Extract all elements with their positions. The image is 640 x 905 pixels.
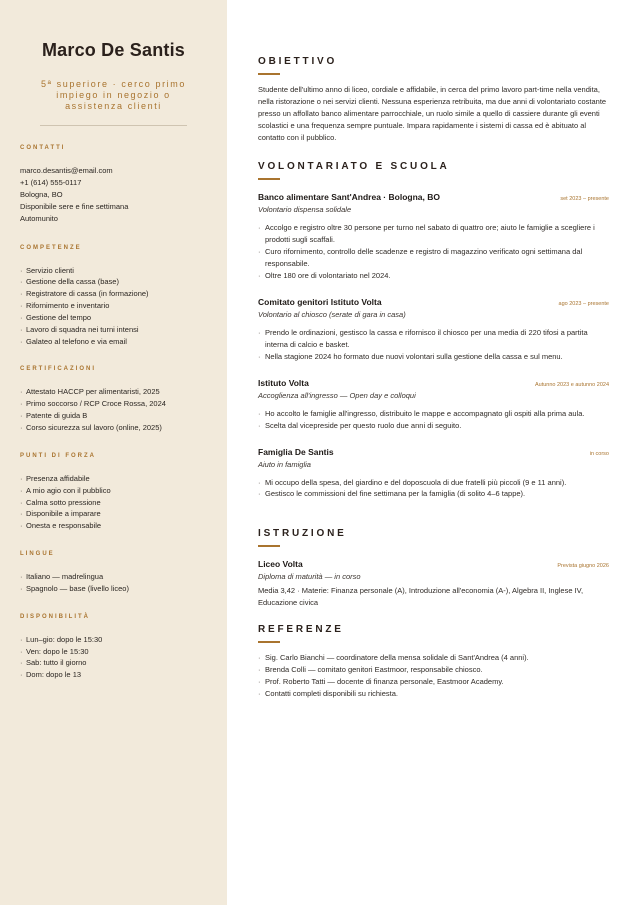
heading-accent-bar xyxy=(258,641,280,643)
certifications-heading: CERTIFICAZIONI xyxy=(20,366,96,373)
list-item: · Italiano — madrelingua xyxy=(20,571,207,583)
volunteer-heading: VOLONTARIATO E SCUOLA xyxy=(258,161,450,173)
objective-text: Studente dell'ultimo anno di liceo, cordiale e affidabile, in cerca del primo lavoro part-time nella vendita, nella ristorazione o nei servizi clienti. Nessuna esperienza retribuita, ma due anni di volontariato costante presso un affollato banco alimentare parrocchiale, un ruolo simile a quello di cassiere durante gli eventi scolastici e una frequenza sempre puntuale. Impara rapidamente i sistemi di cassa ed è abituato al contatto con il pubblico. xyxy=(258,85,607,143)
entry-date: set 2023 – presente xyxy=(560,196,609,203)
list-item: · Contatti completi disponibili su richiesta. xyxy=(258,688,609,700)
list-item: · Disponibile a imparare xyxy=(20,508,207,520)
contact-email: marco.desantis@email.com xyxy=(20,166,113,175)
strengths-list xyxy=(20,473,207,532)
list-item: · Gestione del tempo xyxy=(20,312,207,324)
list-item: · Oltre 180 ore di volontariato nel 2024. xyxy=(258,270,609,282)
contact-phone: +1 (614) 555-0117 xyxy=(20,177,82,187)
skills-heading: COMPETENZE xyxy=(20,244,82,251)
education-details: Media 3,42 · Materie: Finanza personale (A), Introduzione all'economia (A-), Algebra II, Inglese IV, Educazione civica xyxy=(258,586,584,608)
list-item: · A mio agio con il pubblico xyxy=(20,485,207,497)
heading-accent-bar xyxy=(258,545,280,547)
languages-heading: LINGUE xyxy=(20,551,55,558)
education-heading: ISTRUZIONE xyxy=(258,528,347,540)
references-list xyxy=(258,652,609,700)
list-item: · Brenda Colli — comitato genitori Eastmoor, responsabile chiosco. xyxy=(258,664,609,676)
list-item: · Spagnolo — base (livello liceo) xyxy=(20,583,207,595)
list-item: · Presenza affidabile xyxy=(20,473,207,485)
entry-bullets xyxy=(258,222,609,282)
entry-bullets xyxy=(258,408,609,432)
heading-accent-bar xyxy=(258,73,280,75)
list-item: · Nella stagione 2024 ho formato due nuovi volontari sulla gestione della cassa e sul menu. xyxy=(258,351,609,363)
entry-title: Famiglia De Santis xyxy=(258,446,334,457)
list-item: · Dom: dopo le 13 xyxy=(20,669,207,681)
volunteer-entry xyxy=(258,297,609,363)
skills-section xyxy=(20,245,207,348)
contact-availability: Disponibile sere e fine settimana xyxy=(20,201,129,211)
list-item: · Calma sotto pressione xyxy=(20,497,207,509)
contact-car: Automunito xyxy=(20,213,58,223)
entry-role: Volontario al chiosco (serate di gara in casa) xyxy=(258,310,406,319)
main-content xyxy=(227,0,640,905)
list-item: · Sig. Carlo Bianchi — coordinatore della mensa solidale di Sant'Andrea (4 anni). xyxy=(258,652,609,664)
entry-date: in corso xyxy=(589,450,609,457)
volunteer-entry xyxy=(258,447,609,501)
entry-title: Liceo Volta xyxy=(258,559,303,570)
strengths-heading: PUNTI DI FORZA xyxy=(20,452,96,459)
education-section xyxy=(258,528,609,609)
certifications-section xyxy=(20,366,207,433)
volunteer-entry xyxy=(258,378,609,432)
entry-role: Accoglienza all'ingresso — Open day e colloqui xyxy=(258,390,416,400)
languages-list xyxy=(20,571,207,595)
list-item: · Accolgo e registro oltre 30 persone per turno nel sabato di quattro ore; aiuto le famiglie a scegliere i prodotti sugli scaffali. xyxy=(258,222,609,246)
objective-section xyxy=(258,56,609,144)
list-item: · Onesta e responsabile xyxy=(20,520,207,532)
list-item: · Gestione della cassa (base) xyxy=(20,276,207,288)
entry-bullets xyxy=(258,477,609,501)
entry-title: Comitato genitori Istituto Volta xyxy=(258,297,382,307)
education-entry xyxy=(258,559,609,609)
references-heading: REFERENZE xyxy=(258,624,344,636)
list-item: · Ho accolto le famiglie all'ingresso, distribuito le mappe e accompagnato gli ospiti alla prima aula. xyxy=(258,408,609,420)
list-item: · Attestato HACCP per alimentaristi, 2025 xyxy=(20,386,207,398)
list-item: · Registratore di cassa (in formazione) xyxy=(20,288,207,300)
availability-list xyxy=(20,634,207,681)
list-item: · Patente di guida B xyxy=(20,410,207,422)
certifications-list xyxy=(20,386,207,433)
availability-section xyxy=(20,614,207,681)
volunteer-entry xyxy=(258,192,609,282)
list-item: · Servizio clienti xyxy=(20,265,207,277)
objective-heading: OBIETTIVO xyxy=(258,56,338,67)
entry-role: Aiuto in famiglia xyxy=(258,459,311,469)
list-item: · Scelta dal vicepreside per questo ruolo due anni di seguito. xyxy=(258,420,609,432)
sidebar-divider xyxy=(40,125,187,126)
list-item: · Gestisco le commissioni del fine settimana per la famiglia (di solito 4–6 tappe). xyxy=(258,488,609,500)
list-item: · Corso sicurezza sul lavoro (online, 2025) xyxy=(20,422,207,434)
list-item: · Prof. Roberto Tatti — docente di finanza personale, Eastmoor Academy. xyxy=(258,676,609,688)
tagline: 5ª superiore · cerco primo impiego in negozio o assistenza clienti xyxy=(41,79,186,111)
sidebar xyxy=(0,0,227,905)
volunteer-section xyxy=(258,161,609,500)
heading-accent-bar xyxy=(258,178,280,180)
entry-date: Prevista giugno 2026 xyxy=(557,563,609,570)
list-item: · Lavoro di squadra nei turni intensi xyxy=(20,324,207,336)
list-item: · Sab: tutto il giorno xyxy=(20,657,207,669)
entry-title: Banco alimentare Sant'Andrea · Bologna, BO xyxy=(258,192,440,203)
contact-location: Bologna, BO xyxy=(20,189,63,199)
contacts-heading: CONTATTI xyxy=(20,145,66,151)
list-item: · Prendo le ordinazioni, gestisco la cassa e rifornisco il chiosco per una media di 220 tifosi a partita interna di calcio e basket. xyxy=(258,327,609,351)
references-section xyxy=(258,624,609,700)
entry-role: Volontario dispensa solidale xyxy=(258,205,352,215)
contacts-section xyxy=(20,145,207,225)
skills-list xyxy=(20,265,207,348)
entry-title: Istituto Volta xyxy=(258,377,309,388)
list-item: · Galateo al telefono e via email xyxy=(20,336,207,348)
list-item: · Ven: dopo le 15:30 xyxy=(20,646,207,658)
availability-heading: DISPONIBILITÀ xyxy=(20,613,91,620)
languages-section xyxy=(20,551,207,595)
entry-bullets xyxy=(258,327,609,363)
list-item: · Primo soccorso / RCP Croce Rossa, 2024 xyxy=(20,398,207,410)
entry-date: Autunno 2023 e autunno 2024 xyxy=(534,381,609,388)
entry-date: ago 2023 – presente xyxy=(558,301,609,307)
candidate-name: Marco De Santis xyxy=(41,40,186,60)
list-item: · Lun–gio: dopo le 15:30 xyxy=(20,634,207,646)
list-item: · Mi occupo della spesa, del giardino e del doposcuola di due fratelli più piccoli (9 e 11 anni). xyxy=(258,477,609,489)
strengths-section xyxy=(20,453,207,532)
entry-role: Diploma di maturità — in corso xyxy=(258,572,361,582)
contacts-list xyxy=(20,165,207,225)
list-item: · Rifornimento e inventario xyxy=(20,300,207,312)
list-item: · Curo rifornimento, controllo delle scadenze e registro di magazzino verificato ogni settimana dal responsabile. xyxy=(258,246,609,270)
